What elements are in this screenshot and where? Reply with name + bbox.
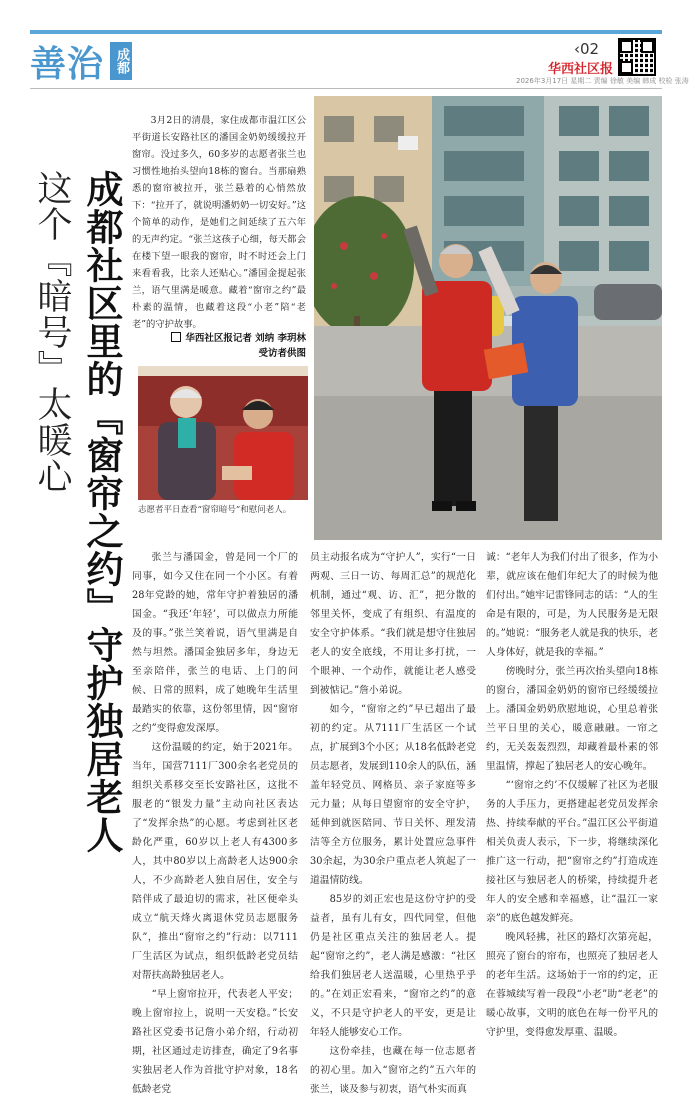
- section-logo-side-text: 成都: [114, 48, 130, 74]
- body-column-3: [486, 548, 658, 1042]
- byline-square-icon: [171, 332, 181, 342]
- body-paragraph: 这份牵挂，也藏在每一位志愿者的初心里。加入“窗帘之约”五六年的张兰，谈及参与初衷，语气朴实而真: [310, 1046, 476, 1095]
- photo-caption: 志愿者平日查看“窗帘暗号”和慰问老人。: [138, 505, 292, 515]
- qr-code-icon: [618, 38, 656, 76]
- page-number: ‹02: [574, 40, 600, 58]
- section-logo-main: 善治: [30, 43, 105, 85]
- body-paragraph: 如今，“窗帘之约”早已超出了最初的约定。从7111厂生活区一个试点，扩展到3个小区；从18名低龄老党员志愿者，发展到110余人的队伍，涵盖年轻党员、网格员、亲子家庭等多元力量；从每日望窗帘的安全守护，延伸到就医陪同、节日关怀、理发清洁等全方位服务，累计处置应急事件30余起，为30余户重点老人筑起了一道温情防线。: [310, 704, 476, 886]
- body-paragraph: 诚：“老年人为我们付出了很多，作为小辈，就应该在他们年纪大了的时候为他们付出。”她牢记雷锋同志的话：“人的生命是有限的，可是，为人民服务是无限的。”她说：“服务老人就是我的快乐，老人身体好，就是我的幸福。”: [486, 552, 658, 658]
- section-logo-side: [110, 42, 132, 80]
- body-column-2: [310, 548, 476, 1099]
- main-photo: [314, 96, 662, 540]
- header-divider: [30, 88, 662, 89]
- section-logo: [30, 40, 140, 85]
- body-paragraph: 这份温暖的约定，始于2021年。当年，国营7111厂300余名老党员的组织关系移交至长安路社区，这批不服老的“银发力量”主动向社区表达了“发挥余热”的心愿。考虑到社区老龄化严重，60岁以上老人有4300多人，其中80岁以上高龄老人达900余人，不少高龄老人独自居住，安全与陪伴成了最迫切的需求，社区便牵头成立“航天烽火离退休党员志愿服务队”，推出“窗帘之约”行动：以7111厂生活区为试点，组织低龄老党员结对帮扶高龄独居老人。: [132, 742, 298, 981]
- body-column-1: [132, 548, 298, 1099]
- byline-reporters: 华西社区报记者 刘纳 李玥林: [156, 331, 306, 346]
- body-paragraph: 85岁的刘正宏也是这份守护的受益者，虽有儿有女，四代同堂，但他仍是社区重点关注的独居老人。提起“窗帘之约”，老人满是感激：“社区给我们独居老人送温暖，心里热乎乎的。”在刘正宏看来，“窗帘之约”的意义，不只是守护老人的平安，更是让年轻人能够安心工作。: [310, 894, 476, 1038]
- dateline: 2026年3月17日 星期二 责编 徐敏 美编 韩成 校检 张涛: [516, 77, 689, 85]
- byline-photo-credit: 受访者供图: [258, 348, 306, 359]
- body-paragraph: “‘窗帘之约’不仅缓解了社区为老服务的人手压力，更搭建起老党员发挥余热、持续奉献的平台。”温江区公平街道相关负责人表示，下一步，将继续深化推广这一行动，把“窗帘之约”打造成连接社区与独居老人的桥梁，持续提升老年人的安全感和幸福感，让“温江一家亲”的底色越发鲜亮。: [486, 780, 658, 924]
- lead-paragraph: 3月2日的清晨，家住成都市温江区公平街道长安路社区的潘国金奶奶缓缓拉开窗帘。没过多久，60多岁的志愿者张兰也习惯性地抬头望向18栋的窗台。当那扇熟悉的窗帘被拉开，张兰悬着的心悄然放下：“拉开了，就说明潘奶奶一切安好。”这个简单的动作，是她们之间延续了五六年的无声约定。“张兰这孩子心细，每天都会在楼下望一眼我的窗帘，时不时还会上门来看看我，比亲人还贴心。”潘国金提起张兰，语气里满是暖意。藏着“窗帘之约”最朴素的温情，也藏着这段“小老”陪“老老”的守护故事。: [132, 115, 306, 330]
- body-paragraph: 张兰与潘国金，曾是同一个厂的同事，如今又住在同一个小区。有着28年党龄的她，常年守护着独居的潘国金。“我还‘年轻’，可以做点力所能及的事。”张兰笑着说，语气里满是自然与坦然。潘国金独居多年，身边无至亲陪伴，张兰的电话、上门的问候、日常的照料，成了她晚年生活里最踏实的依靠，这份邻里情，因“窗帘之约”变得愈发深厚。: [132, 552, 298, 734]
- byline: [156, 331, 306, 361]
- newspaper-brand: 华西社区报: [548, 62, 614, 77]
- body-paragraph: 傍晚时分，张兰再次抬头望向18栋的窗台，潘国金奶奶的窗帘已经缓缓拉上。潘国金奶奶欣慰地说，心里总着张兰平日里的关心，暖意融融。一帘之约，无关轰轰烈烈，却藏着最朴素的邻里温情，撑起了独居老人的安心晚年。: [486, 666, 658, 772]
- body-paragraph: 晚风轻拂，社区的路灯次第亮起，照亮了窗台的帘布，也照亮了独居老人的老年生活。这场始于一帘的约定，正在蓉城续写着一段段“小老”助“老老”的暖心故事，文明的底色在每一份平凡的守护里，变得愈发厚重、温暖。: [486, 932, 658, 1038]
- visit-photo: [138, 366, 308, 500]
- header-rule: [30, 30, 662, 34]
- article-subtitle: 这个『暗号』太暖心: [32, 170, 72, 494]
- article-title: 成都社区里的『窗帘之约』守护独居老人: [80, 170, 123, 854]
- body-paragraph: 员主动报名成为“守护人”，实行“一日两观、三日一访、每周汇总”的规范化机制，通过“观、访、汇”，把分散的邻里关怀，变成了有组织、有温度的安全守护体系。“我们就是想守住独居老人的安全底线，不用让多打扰，一个眼神、一个动作，就能让老人感受到被惦记。”詹小弟说。: [310, 552, 476, 696]
- body-paragraph: “早上窗帘拉开，代表老人平安；晚上窗帘拉上，说明一天安稳。”长安路社区党委书记詹小弟介绍，行动初期，社区通过走访排查，确定了9名事实独居老人作为首批守护对象，18名低龄老党: [132, 989, 298, 1095]
